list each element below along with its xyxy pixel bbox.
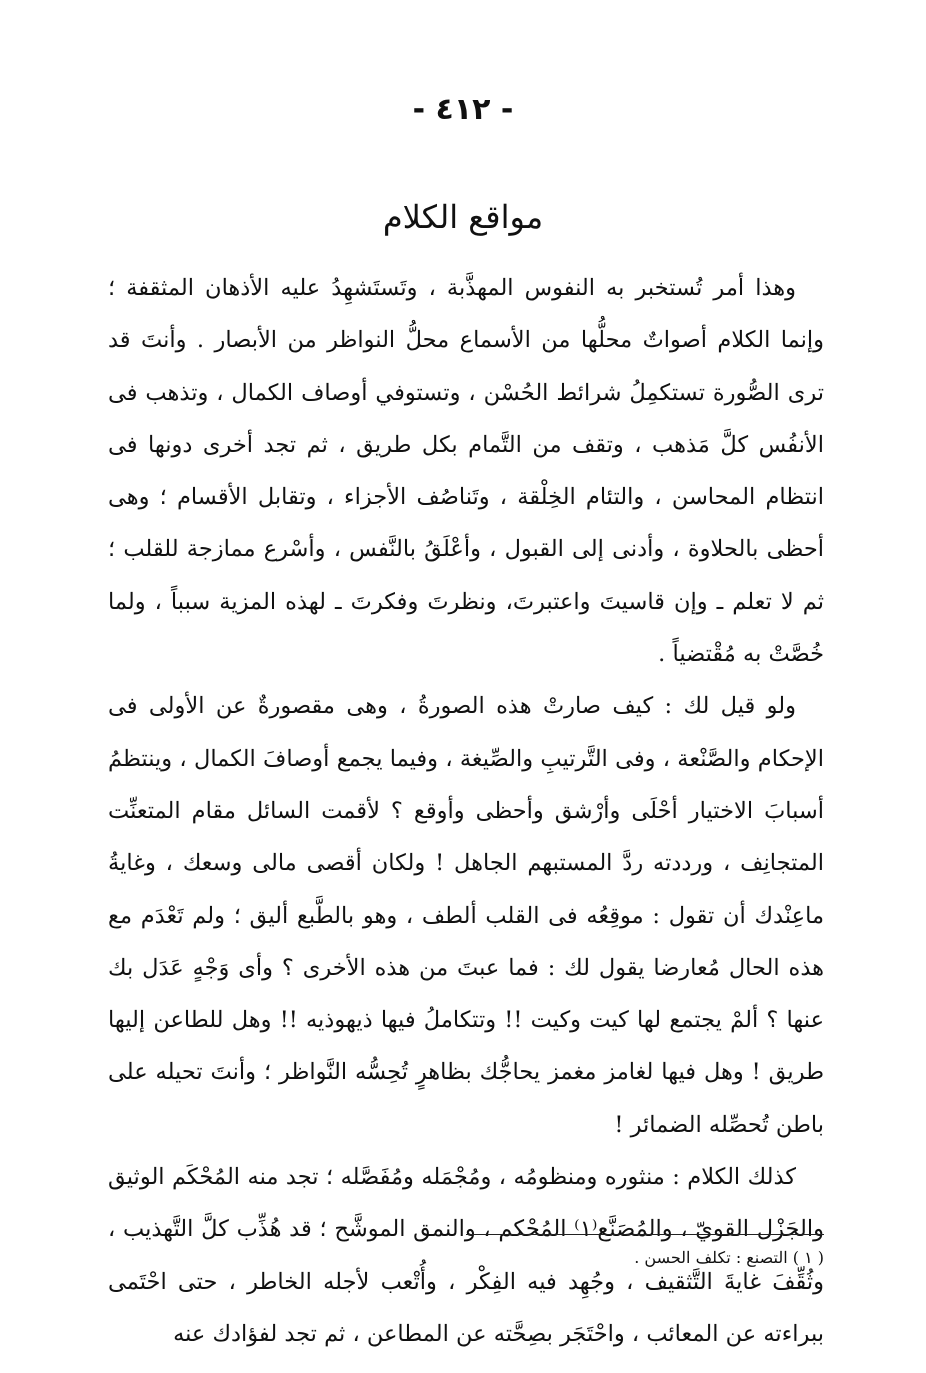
paragraph-2: ولو قيل لك : كيف صارتْ هذه الصورةُ ، وهى مقصورةٌ عن الأولى فى الإحكام والصَّنْعة ، وفى التَّرتيبِ والصِّيغة ، وفيما يجمع أوصافَ الكمال ، وينتظمُ أسبابَ الاختيار أحْلَى وأرْشق وأحظى وأوقع ؟ لأقمت السائل مقام المتعنِّت المتجانِف ، ورددته ردَّ المستبهم الجاهل ! ولكان أقصى مالى وسعك ، وغايةُ ماعِنْدك أن تقول : موقِعُه فى القلب ألطف ، وهو بالطَّبع أليق ؛ ولم تَعْدَم مع هذه الحال مُعارضا يقول لك : فما عبتَ من هذه الأخرى ؟ وأى وَجْهٍ عَدَل بك عنها ؟ ألمْ يجتمع لها كيت وكيت !! وتتكاملُ فيها ذيهوذيه !! وهل للطاعن إليها طريق ! وهل فيها لغامز مغمز يحاجُّك بظاهرٍ تُحِسُّه النَّواظر ؛ وأنتَ تحيله على باطن تُحصِّله الضمائر ! [108,693,824,1138]
footnote: ( ١ ) التصنع : تكلف الحسن . [634,1248,824,1267]
chapter-title: مواقع الكلام [382,198,544,236]
paragraph-1: وهذا أمر تُستخبر به النفوس المهذَّبة ، وتَستَشهِدُ عليه الأذهان المثقفة ؛ وإنما الكلام أصواتٌ محلُّها من الأسماع محلُّ النواظر من الأبصار . وأنتَ قد ترى الصُّورة تستكمِلُ شرائط الحُسْن ، وتستوفي أوصاف الكمال ، وتذهب فى الأنفُس كلَّ مَذهب ، وتقف من التَّمام بكل طريق ، ثم تجد أخرى دونها فى انتظام المحاسن ، والتئام الخِلْقة ، وتَناصُف الأجزاء ، وتقابل الأقسام ؛ وهى أحظى بالحلاوة ، وأدنى إلى القبول ، وأعْلَقُ بالنَّفس ، وأسْرع ممازجة للقلب ؛ ثم لا تعلم ـ وإن قاسيتَ واعتبرتَ، ونظرتَ وفكرتَ ـ لهذه المزية سبباً ، ولما خُصَّتْ به مُقْتضياً . [108,275,824,668]
page-number: - ٤١٢ - [412,92,514,127]
body-text [108,262,824,1360]
paragraph-3: كذلك الكلام : منثوره ومنظومُه ، ومُجْمَله ومُفَصَّله ؛ تجد منه المُحْكَم الوثيق والجَزْل القويّ ، والمُصَنَّع⁽١⁾ المُحْكم ، والنمق الموشَّح ؛ قد هُذِّب كلَّ التَّهذيب ، وثُقِّفَ غايةَ التَّثقيف ، وجُهِد فيه الفِكْر ، وأُتْعب لأجله الخاطر ، حتى احْتَمى ببراءته عن المعائب ، واحْتَجَر بصِحَّته عن المطاعن ، ثم تجد لفؤادك عنه [108,1164,825,1347]
footnote-divider [466,1234,824,1235]
